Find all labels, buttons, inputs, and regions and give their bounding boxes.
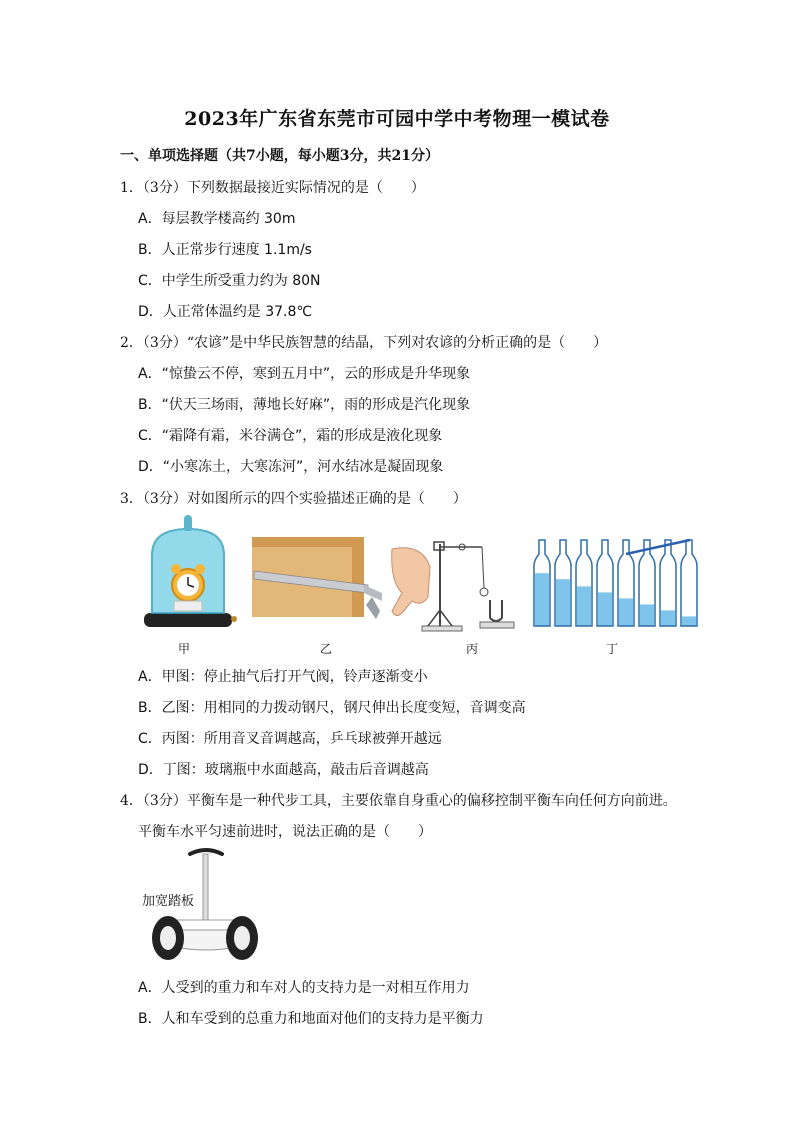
question-3-stem: 3．（3分）对如图所示的四个实验描述正确的是（ ） xyxy=(120,491,467,507)
bottle xyxy=(681,540,697,626)
question-2-option-d[interactable]: D．“小寒冻土，大寒冻河”，河水结冰是凝固现象 xyxy=(138,459,444,475)
bell-jar-figure xyxy=(140,515,240,635)
question-4-stem: 4．（3分）平衡车是一种代步工具，主要依靠自身重心的偏移控制平衡车向任何方向前进。 xyxy=(120,793,677,809)
figure-label-bing: 丙 xyxy=(466,642,479,656)
bottle xyxy=(555,540,571,626)
page-title: 2023年广东省东莞市可园中学中考物理一模试卷 xyxy=(184,108,610,130)
bottle xyxy=(639,540,655,626)
question-1-option-c[interactable]: C．中学生所受重力约为 80N xyxy=(138,273,321,289)
question-4-option-b[interactable]: B．人和车受到的总重力和地面对他们的支持力是平衡力 xyxy=(138,1011,484,1027)
striking-stick xyxy=(626,540,690,554)
question-3-option-d[interactable]: D．丁图：玻璃瓶中水面越高，敲击后音调越高 xyxy=(138,762,429,778)
question-3-option-a[interactable]: A．甲图：停止抽气后打开气阀，铃声逐渐变小 xyxy=(138,669,428,685)
figure-label-jia: 甲 xyxy=(178,642,191,656)
question-1-option-b[interactable]: B．人正常步行速度 1.1m/s xyxy=(138,242,312,258)
question-2-option-b[interactable]: B．“伏天三场雨，薄地长好麻”，雨的形成是汽化现象 xyxy=(138,397,471,413)
ruler-figure xyxy=(252,537,432,629)
scooter-pedal-label: 加宽踏板 xyxy=(142,894,195,909)
bottle xyxy=(534,540,550,626)
question-2-option-c[interactable]: C．“霜降有霜，米谷满仓”，霜的形成是液化现象 xyxy=(138,428,443,444)
bottle xyxy=(597,540,613,626)
question-2-option-a[interactable]: A．“惊蛰云不停，寒到五月中”，云的形成是升华现象 xyxy=(138,366,471,382)
bottles-figure xyxy=(530,536,702,632)
tuning-fork-figure xyxy=(418,540,518,632)
question-1-option-a[interactable]: A．每层教学楼高约 30m xyxy=(138,211,296,227)
question-2-stem: 2．（3分）“农谚”是中华民族智慧的结晶，下列对农谚的分析正确的是（ ） xyxy=(120,335,608,351)
bottle xyxy=(660,540,676,626)
question-4-stem-cont: 平衡车水平匀速前进时，说法正确的是（ ） xyxy=(138,824,432,840)
question-3-option-b[interactable]: B．乙图：用相同的力拨动钢尺，钢尺伸出长度变短，音调变高 xyxy=(138,700,526,716)
question-1-stem: 1．（3分）下列数据最接近实际情况的是（ ） xyxy=(120,180,425,196)
bottle xyxy=(576,540,592,626)
figure-label-ding: 丁 xyxy=(606,642,619,656)
section-heading: 一、单项选择题（共7小题，每小题3分，共21分） xyxy=(120,148,439,164)
question-3-option-c[interactable]: C．丙图：所用音叉音调越高，乒乓球被弹开越远 xyxy=(138,731,442,747)
figure-label-yi: 乙 xyxy=(320,642,333,656)
question-1-option-d[interactable]: D．人正常体温约是 37.8℃ xyxy=(138,304,313,320)
question-4-option-a[interactable]: A．人受到的重力和车对人的支持力是一对相互作用力 xyxy=(138,980,470,996)
